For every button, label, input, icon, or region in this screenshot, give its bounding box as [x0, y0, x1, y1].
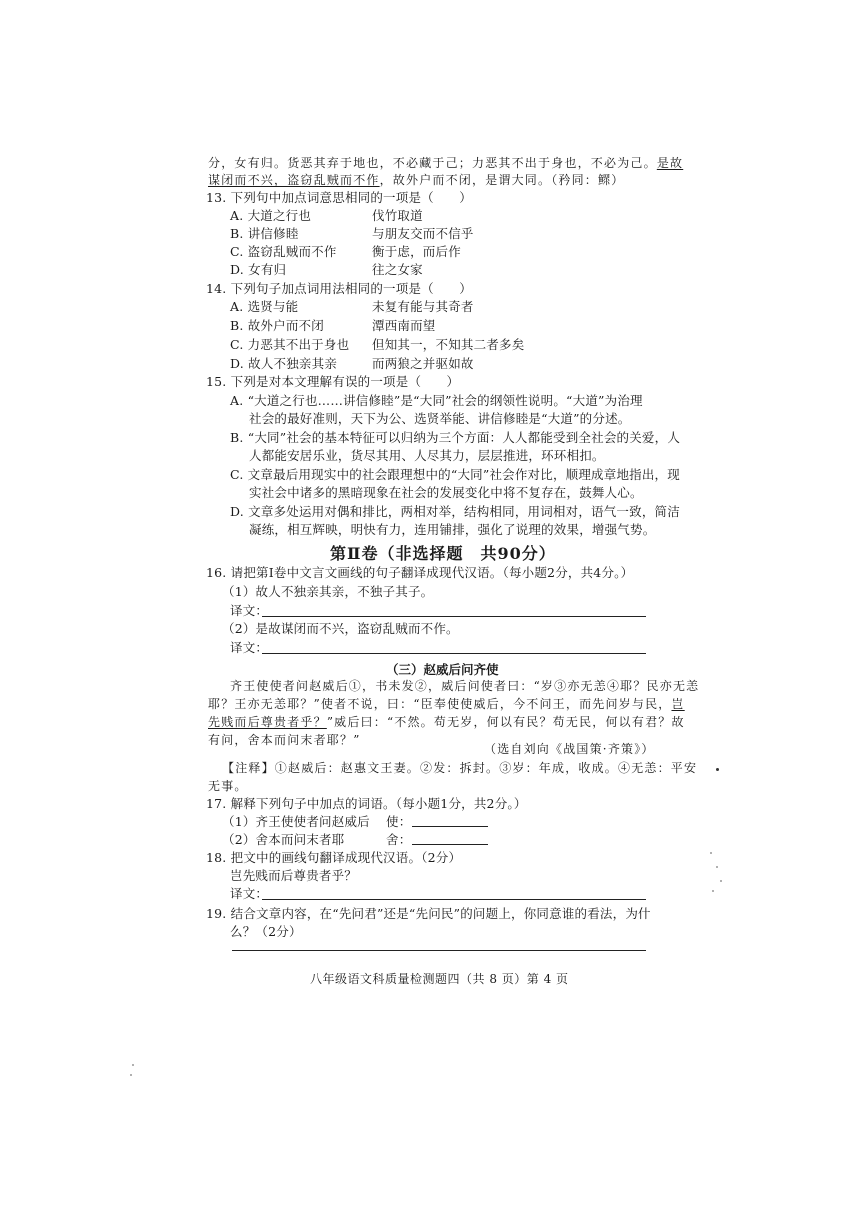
scan-noise — [132, 1064, 134, 1066]
q17-item-2: （2）舍本而问末者耶 — [222, 832, 345, 847]
question-16-stem: 16. 请把第Ⅰ卷中文言文画线的句子翻译成现代汉语。（每小题2分，共4分。） — [206, 565, 634, 580]
q15-option-c-line1: C. 文章最后用现实中的社会跟理想中的“大同”社会作对比，顺理成章地指出，现 — [230, 467, 680, 482]
q18-answer-line[interactable] — [262, 899, 646, 900]
q14-option-d: D. 故人不独亲其亲 — [230, 356, 338, 371]
q16-item-1: （1）故人不独亲其亲，不独子其子。 — [222, 584, 434, 599]
passage-text: ”威后曰：“不然。苟无岁，何以有民？苟无民，何以有君？故 — [326, 715, 685, 729]
q16-answer-label-2: 译文： — [230, 640, 269, 655]
q14-option-c-compare: 但知其一，不知其二者多矣 — [372, 337, 525, 352]
q17-answer-line-1[interactable] — [412, 826, 488, 827]
question-17-stem: 17. 解释下列句子中加点的词语。（每小题1分，共2分。） — [206, 796, 527, 811]
q15-option-c-line2: 实社会中诸多的黑暗现象在社会的发展变化中将不复存在，鼓舞人心。 — [249, 485, 643, 500]
q13-option-d: D. 女有归 — [230, 262, 287, 277]
scan-noise — [720, 880, 722, 882]
passage-3-line-3 — [208, 714, 685, 730]
q13-option-a: A. 大道之行也 — [230, 208, 312, 223]
q14-option-b: B. 故外户而不闭 — [230, 318, 324, 333]
q16-answer-label-1: 译文： — [230, 603, 269, 618]
q13-option-c-compare: 衡于虑，而后作 — [372, 244, 461, 259]
q15-option-a-line2: 社会的最好准则，天下为公、选贤举能、讲信修睦是“大道”的分述。 — [249, 411, 631, 426]
q18-answer-label: 译文： — [230, 886, 269, 901]
question-18-stem: 18. 把文中的画线句翻译成现代汉语。（2分） — [206, 850, 462, 865]
q17-answer-line-2[interactable] — [412, 844, 488, 845]
passage-text: ，故外户而不闭，是谓大同。（矜同：鳏） — [379, 173, 625, 187]
passage-text: 耶？王亦无恙耶？”使者不说，曰：“臣奉使使威后，今不问王，而先问岁与民， — [208, 697, 672, 711]
passage-3-line-4: 有问，舍本而问末者耶？” — [208, 733, 361, 747]
scan-noise — [712, 890, 714, 892]
scan-noise — [710, 852, 712, 854]
q17-item-1-label: 使： — [386, 814, 412, 829]
scan-noise — [130, 1074, 132, 1076]
question-19-stem-line-2: 么？（2分） — [230, 924, 302, 939]
passage-3-notes-line-1: 【注释】①赵威后：赵惠文王妻。②发：拆封。③岁：年成，收成。④无恙：平安 — [222, 761, 698, 775]
question-13-stem: 13. 下列句中加点词意思相同的一项是（ ） — [206, 190, 472, 205]
q15-option-b-line1: B. “大同”社会的基本特征可以归纳为三个方面：人人都能受到全社会的关爱，人 — [230, 430, 681, 445]
q16-item-2: （2）是故谋闭而不兴，盗窃乱贼而不作。 — [222, 621, 459, 636]
passage-3-title: （三）赵威后问齐使 — [386, 662, 499, 677]
q18-sentence: 岂先贱而后尊贵者乎？ — [230, 868, 358, 883]
underlined-text: 是故 — [656, 156, 684, 170]
q17-item-1: （1）齐王使使者问赵威后 — [222, 814, 370, 829]
q15-option-b-line2: 人都能安居乐业，货尽其用、人尽其力，层层推进，环环相扣。 — [249, 448, 605, 463]
q14-option-b-compare: 潭西南而望 — [372, 318, 436, 333]
scan-speck — [716, 768, 719, 771]
q13-option-d-compare: 往之女家 — [372, 262, 423, 277]
q17-item-2-label: 舍： — [386, 832, 412, 847]
q13-option-b: B. 讲信修睦 — [230, 226, 299, 241]
underlined-text: 岂 — [671, 697, 685, 711]
page-footer: 八年级语文科质量检测题四（共 8 页）第 4 页 — [310, 972, 569, 986]
passage-3-source: （选自刘向《战国策·齐策》） — [484, 742, 655, 756]
question-14-stem: 14. 下列句子加点词用法相同的一项是（ ） — [206, 281, 472, 296]
passage-text: 分，女有归。货恶其弃于地也，不必藏于己；力恶其不出于身也，不必为己。 — [208, 156, 657, 170]
passage-line-2 — [208, 172, 624, 188]
q16-answer-line-1[interactable] — [262, 616, 646, 617]
q16-answer-line-2[interactable] — [262, 653, 646, 654]
question-15-stem: 15. 下列是对本文理解有误的一项是（ ） — [206, 374, 460, 389]
question-19-stem-line-1: 19. 结合文章内容，在“先问君”还是“先问民”的问题上，你同意谁的看法，为什 — [206, 906, 651, 921]
q15-option-d-line2: 凝练，相互辉映，明快有力，连用铺排，强化了说理的效果，增强气势。 — [249, 522, 656, 537]
passage-3-notes-line-2: 无事。 — [208, 779, 248, 793]
passage-line-1 — [208, 155, 683, 171]
q19-answer-line[interactable] — [232, 950, 646, 951]
underlined-text: 谋闭而不兴，盗窃乱贼而不作 — [208, 173, 380, 187]
q14-option-c: C. 力恶其不出于身也 — [230, 337, 350, 352]
q13-option-c: C. 盗窃乱贼而不作 — [230, 244, 337, 259]
q14-option-d-compare: 而两狼之并驱如故 — [372, 356, 474, 371]
section-2-title: 第Ⅱ卷（非选择题 共90分） — [330, 544, 556, 563]
q14-option-a: A. 选贤与能 — [230, 299, 299, 314]
scan-noise — [716, 866, 718, 868]
q15-option-a-line1: A. “大道之行也……讲信修睦”是“大同”社会的纲领性说明。“大道”为治理 — [230, 393, 643, 408]
q13-option-a-compare: 伐竹取道 — [372, 208, 423, 223]
passage-3-line-1: 齐王使使者问赵威后①，书未发②，威后问使者曰：“岁③亦无恙④耶？民亦无恙 — [230, 679, 700, 693]
passage-3-line-2 — [208, 696, 685, 712]
underlined-text: 先贱而后尊贵者乎？ — [208, 715, 327, 729]
q15-option-d-line1: D. 文章多处运用对偶和排比，两相对举，结构相同，用词相对，语气一致，简洁 — [230, 504, 680, 519]
q14-option-a-compare: 未复有能与其奇者 — [372, 299, 474, 314]
q13-option-b-compare: 与朋友交而不信乎 — [372, 226, 474, 241]
